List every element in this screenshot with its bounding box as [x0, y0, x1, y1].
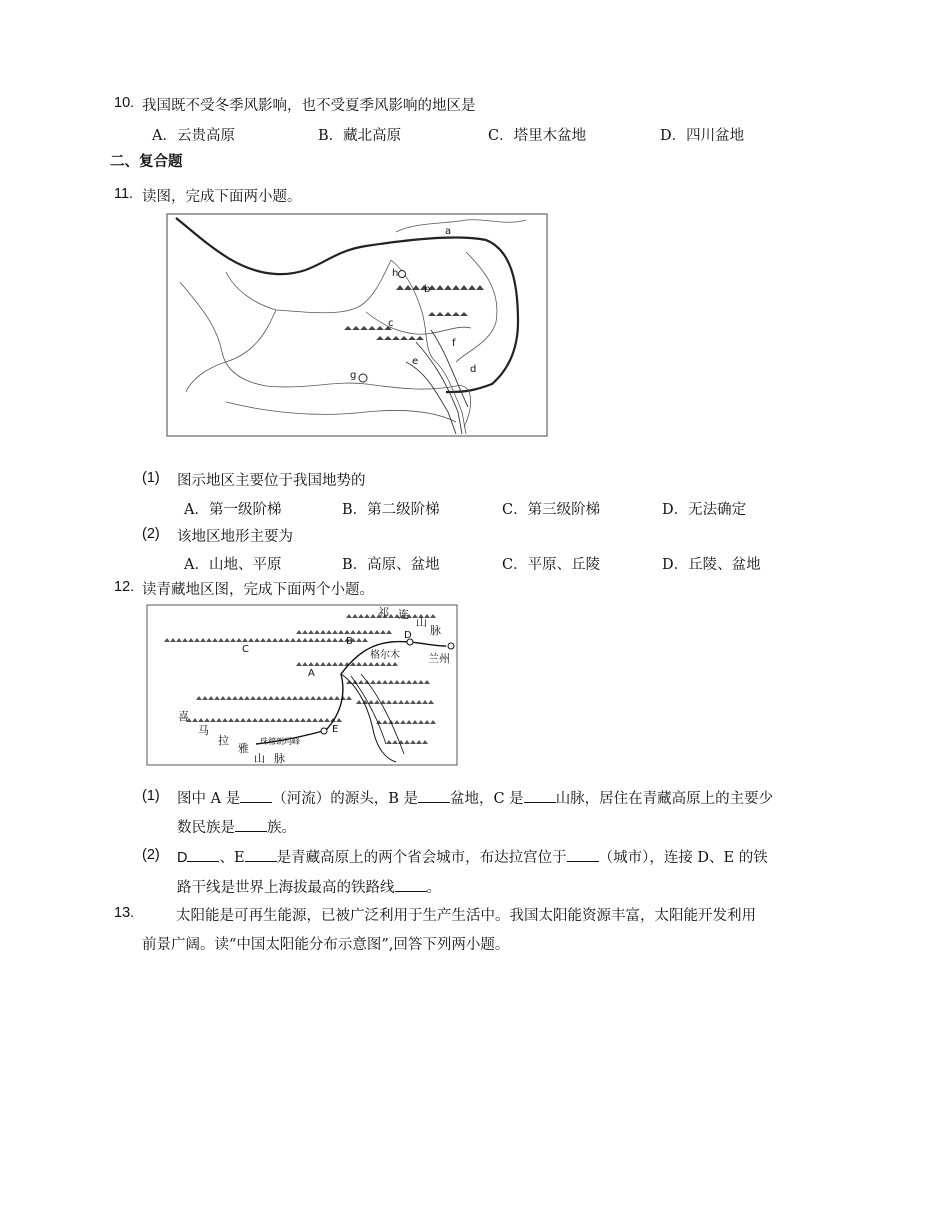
map-label: c — [388, 318, 394, 329]
map-label: D — [404, 630, 412, 641]
subquestion-line — [177, 846, 768, 867]
answer-blank[interactable] — [187, 847, 219, 862]
question-stem: 读图，完成下面两小题。 — [142, 189, 302, 205]
map-label: e — [412, 356, 419, 367]
subquestion-stem: 该地区地形主要为 — [177, 529, 293, 545]
map-label: 马 — [198, 724, 209, 737]
qinghai-tibet-region-map — [146, 604, 458, 766]
map-label: 祁 — [378, 606, 389, 619]
question-stem: 我国既不受冬季风影响，也不受夏季风影响的地区是 — [142, 98, 476, 114]
answer-blank[interactable] — [524, 788, 556, 803]
text-segment: 数民族是 — [177, 820, 235, 836]
question-number: 10. — [114, 95, 135, 111]
subquestion-line — [177, 816, 296, 837]
option-a: A．第一级阶梯 — [184, 502, 282, 518]
map-label: 喜 — [178, 710, 189, 723]
text-segment: 是青藏高原上的两个省会城市，布达拉宫位于 — [276, 850, 567, 866]
question-stem: 读青藏地区图，完成下面两个小题。 — [142, 582, 374, 598]
text-segment: 。 — [426, 880, 441, 896]
answer-blank[interactable] — [395, 877, 427, 892]
map-label: 山 — [416, 616, 427, 629]
map-label: d — [470, 364, 477, 375]
subquestion-number: (1) — [142, 788, 160, 804]
option-c: C．平原、丘陵 — [502, 557, 601, 573]
map-label: 兰州 — [428, 652, 450, 665]
answer-blank[interactable] — [418, 788, 450, 803]
option-c: C．塔里木盆地 — [488, 128, 587, 144]
map-label: 脉 — [274, 752, 285, 765]
map-label: f — [452, 338, 456, 349]
map-label: g — [350, 370, 357, 381]
subquestion-number: (1) — [142, 470, 160, 486]
map-label: E — [332, 724, 339, 735]
map-label: 格尔木 — [370, 650, 400, 661]
option-a: A．山地、平原 — [184, 557, 282, 573]
option-b: B．高原、盆地 — [342, 557, 440, 573]
answer-blank[interactable] — [567, 847, 599, 862]
question-number: 11. — [114, 186, 134, 202]
map-label: 珠穆朗玛峰 — [260, 737, 300, 746]
text-segment: 图中 A 是 — [177, 791, 241, 807]
option-c: C．第三级阶梯 — [502, 502, 601, 518]
map-label: C — [242, 644, 249, 655]
map-label: 拉 — [218, 734, 229, 747]
map-label: 脉 — [430, 624, 441, 637]
qinghai-tibet-boundary-map — [166, 212, 548, 440]
subquestion-number: (2) — [142, 526, 160, 542]
question-stem-line2: 前景广阔。读“中国太阳能分布示意图”,回答下列两小题。 — [142, 937, 510, 953]
text-segment: 路干线是世界上海拔最高的铁路线 — [177, 880, 395, 896]
subquestion-line — [177, 787, 773, 808]
map-label: 雅 — [238, 742, 249, 755]
map-label: 山 — [254, 752, 265, 765]
section-title: 二、复合题 — [110, 154, 183, 170]
option-d: D．丘陵、盆地 — [662, 557, 761, 573]
option-b: B．第二级阶梯 — [342, 502, 440, 518]
subquestion-number: (2) — [142, 847, 160, 863]
text-segment: （城市），连接 D、E 的铁 — [598, 850, 768, 866]
answer-blank[interactable] — [240, 788, 272, 803]
option-b: B．藏北高原 — [318, 128, 402, 144]
map-label: a — [445, 226, 452, 237]
answer-blank[interactable] — [245, 847, 277, 862]
subquestion-stem: 图示地区主要位于我国地势的 — [177, 473, 366, 489]
map-label: B — [346, 636, 353, 647]
option-a: A．云贵高原 — [152, 128, 235, 144]
map-label: h — [392, 268, 399, 279]
text-segment: 盆地，C 是 — [449, 791, 524, 807]
subquestion-line — [177, 876, 441, 897]
question-stem-line1: 太阳能是可再生能源，已被广泛利用于生产生活中。我国太阳能资源丰富，太阳能开发利用 — [176, 908, 756, 924]
text-segment: （河流）的源头，B 是 — [272, 791, 418, 807]
option-d: D．四川盆地 — [660, 128, 745, 144]
text-segment: D — [177, 850, 188, 866]
question-number: 13. — [114, 905, 135, 921]
option-d: D．无法确定 — [662, 502, 747, 518]
map-label: 连 — [398, 608, 409, 621]
text-segment: 族。 — [267, 820, 296, 836]
text-segment: 、E — [219, 850, 245, 866]
map-label: A — [308, 668, 315, 679]
map-label: b — [424, 284, 431, 295]
question-number: 12. — [114, 579, 135, 595]
text-segment: 山脉，居住在青藏高原上的主要少 — [555, 791, 774, 807]
answer-blank[interactable] — [235, 817, 267, 832]
